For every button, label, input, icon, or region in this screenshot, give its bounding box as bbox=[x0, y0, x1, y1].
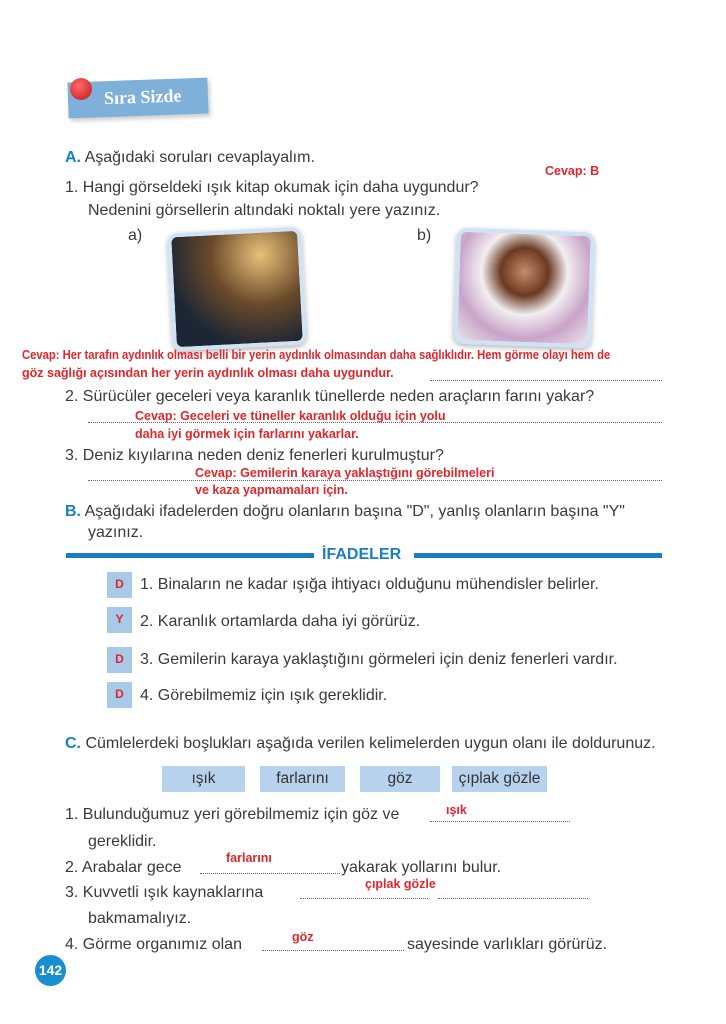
answer-box[interactable]: D bbox=[107, 682, 132, 708]
section-b-instruction: B. Aşağıdaki ifadelerden doğru olanların başına "D", yanlış olanların başına "Y" bbox=[65, 503, 625, 520]
word-option: farlarını bbox=[260, 766, 345, 792]
q1-explanation-line2: göz sağlığı açısından her yerin aydınlık olması daha uygundur. bbox=[22, 366, 394, 380]
statement: 2. Karanlık ortamlarda daha iyi görürüz. bbox=[140, 613, 421, 630]
sentence-3-line2: bakmamalıyız. bbox=[88, 910, 192, 927]
word-option: ışık bbox=[162, 766, 245, 792]
statement: 4. Görebilmemiz için ışık gereklidir. bbox=[140, 687, 388, 704]
sentence-2-answer: farlarını bbox=[226, 851, 272, 865]
q1-line2: Nedenini görsellerin altındaki noktalı yere yazınız. bbox=[88, 202, 441, 219]
q3-answer-line1: Cevap: Gemilerin karaya yaklaştığını görebilmeleri bbox=[195, 466, 495, 480]
image-dim-lamp-reading bbox=[167, 227, 307, 352]
q3-answer-line2: ve kaza yapmamaları için. bbox=[195, 483, 348, 497]
answer-box[interactable]: D bbox=[107, 647, 132, 673]
section-c-instruction: C. Cümlelerdeki boşlukları aşağıda verilen kelimelerden uygun olanı ile doldurunuz. bbox=[65, 735, 656, 752]
sentence-1-line2: gereklidir. bbox=[88, 833, 157, 850]
sentence-2: 2. Arabalar gece bbox=[65, 859, 182, 876]
word-option: çıplak gözle bbox=[452, 766, 547, 792]
divider-right bbox=[414, 553, 662, 558]
answer-box[interactable]: Y bbox=[107, 607, 132, 633]
page-number: 142 bbox=[35, 955, 66, 986]
section-a-instruction: A. Aşağıdaki soruları cevaplayalım. bbox=[65, 149, 315, 166]
sentence-3-answer: çıplak gözle bbox=[365, 877, 436, 891]
q2-answer-line1: Cevap: Geceleri ve tüneller karanlık olduğu için yolu bbox=[135, 409, 446, 423]
q1-explanation-line1: Cevap: Her tarafın aydınlık olması belli bir yerin aydınlık olmasından daha sağlıklıdır. Hem görme olayı hem de bbox=[22, 348, 611, 362]
word-option: göz bbox=[360, 766, 440, 792]
statements-heading: İFADELER bbox=[322, 546, 402, 563]
sentence-4-answer: göz bbox=[292, 930, 314, 944]
label-b: b) bbox=[417, 227, 432, 244]
sentence-1-answer: ışık bbox=[446, 803, 467, 817]
image-bright-room-reading bbox=[453, 228, 595, 349]
answer-box[interactable]: D bbox=[107, 572, 132, 598]
q1-line1: 1. Hangi görseldeki ışık kitap okumak için daha uygundur? bbox=[65, 179, 479, 196]
q2-answer-line2: daha iyi görmek için farlarını yakarlar. bbox=[135, 427, 359, 441]
sentence-4: 4. Görme organımız olan bbox=[65, 936, 242, 953]
section-b-instruction-line2: yazınız. bbox=[88, 524, 144, 541]
divider-left bbox=[66, 553, 314, 558]
statement: 1. Binaların ne kadar ışığa ihtiyacı olduğunu mühendisler belirler. bbox=[140, 576, 599, 593]
pushpin-icon bbox=[70, 78, 92, 100]
badge-title: Sıra Sizde bbox=[103, 85, 182, 109]
sentence-1: 1. Bulunduğumuz yeri görebilmemiz için göz ve bbox=[65, 806, 400, 823]
sentence-3: 3. Kuvvetli ışık kaynaklarına bbox=[65, 884, 264, 901]
q3-text: 3. Deniz kıyılarına neden deniz fenerleri kurulmuştur? bbox=[65, 447, 444, 464]
q2-text: 2. Sürücüler geceleri veya karanlık tünellerde neden araçların farını yakar? bbox=[65, 388, 595, 405]
statement: 3. Gemilerin karaya yaklaştığını görmeleri için deniz fenerleri vardır. bbox=[140, 651, 618, 668]
sentence-4-end: sayesinde varlıkları görürüz. bbox=[407, 936, 608, 953]
label-a: a) bbox=[128, 227, 143, 244]
q1-answer: Cevap: B bbox=[545, 164, 600, 178]
sentence-2-end: yakarak yollarını bulur. bbox=[341, 859, 502, 876]
